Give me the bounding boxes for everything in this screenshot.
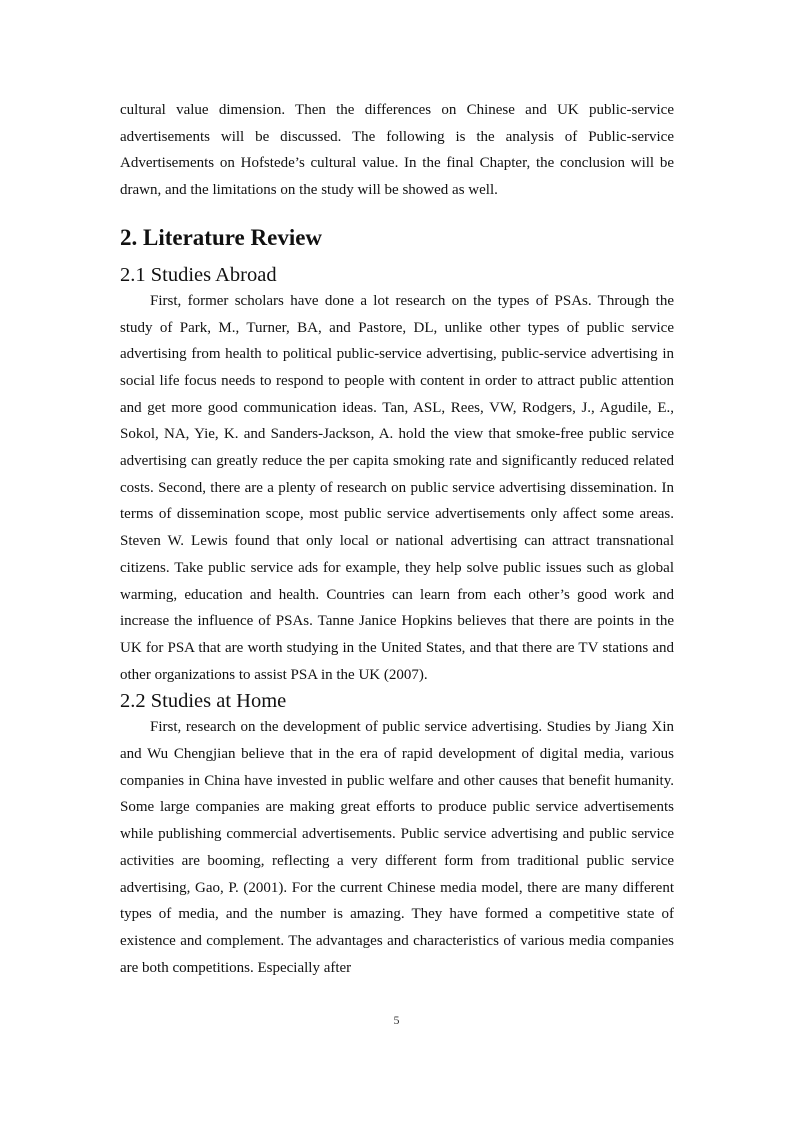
section-heading-literature-review: 2. Literature Review bbox=[120, 224, 323, 250]
document-page bbox=[120, 97, 674, 981]
page-number: 5 bbox=[393, 1013, 400, 1027]
subsection-heading-studies-at-home: 2.2 Studies at Home bbox=[120, 690, 287, 713]
subsection-heading-studies-abroad: 2.1 Studies Abroad bbox=[120, 263, 277, 286]
studies-at-home-paragraph: First, research on the development of public service advertising. Studies by Jiang Xin and Wu Chengjian believe that in the era of rapid development of digital media, various companies in China have invested in public welfare and other causes that benefit humanity. Some large companies are making great efforts to produce public service advertisements while publishing commercial advertisements. Public service advertising and public service activities are booming, reflecting a very different form from traditional public service advertising, Gao, P. (2001). For the current Chinese media model, there are many different types of media, and the number is amazing. They have formed a competitive state of existence and complement. The advantages and characteristics of various media companies are both competitions. Especially after bbox=[120, 719, 674, 976]
studies-abroad-paragraph: First, former scholars have done a lot research on the types of PSAs. Through the study of Park, M., Turner, BA, and Pastore, DL, unlike other types of public service advertising from health to political public-service advertising, public-service advertising in social life focus needs to respond to people with content in order to attract public attention and get more good communication ideas. Tan, ASL, Rees, VW, Rodgers, J., Agudile, E., Sokol, NA, Yie, K. and Sanders-Jackson, A. hold the view that smoke-free public service advertising can greatly reduce the per capita smoking rate and significantly reduced related costs. Second, there are a plenty of research on public service advertising dissemination. In terms of dissemination scope, most public service advertisements only affect some areas. Steven W. Lewis found that only local or national advertising can attract transnational citizens. Take public service ads for example, they help solve public issues such as global warming, education and health. Countries can learn from each other’s good work and increase the influence of PSAs. Tanne Janice Hopkins believes that there are points in the UK for PSA that are worth studying in the United States, and that there are TV stations and other organizations to assist PSA in the UK (2007). bbox=[120, 292, 674, 683]
intro-paragraph: cultural value dimension. Then the differences on Chinese and UK public-service advertisements will be discussed. The following is the analysis of Public-service Advertisements on Hofstede’s cultural value. In the final Chapter, the conclusion will be drawn, and the limitations on the study will be showed as well. bbox=[120, 102, 674, 199]
